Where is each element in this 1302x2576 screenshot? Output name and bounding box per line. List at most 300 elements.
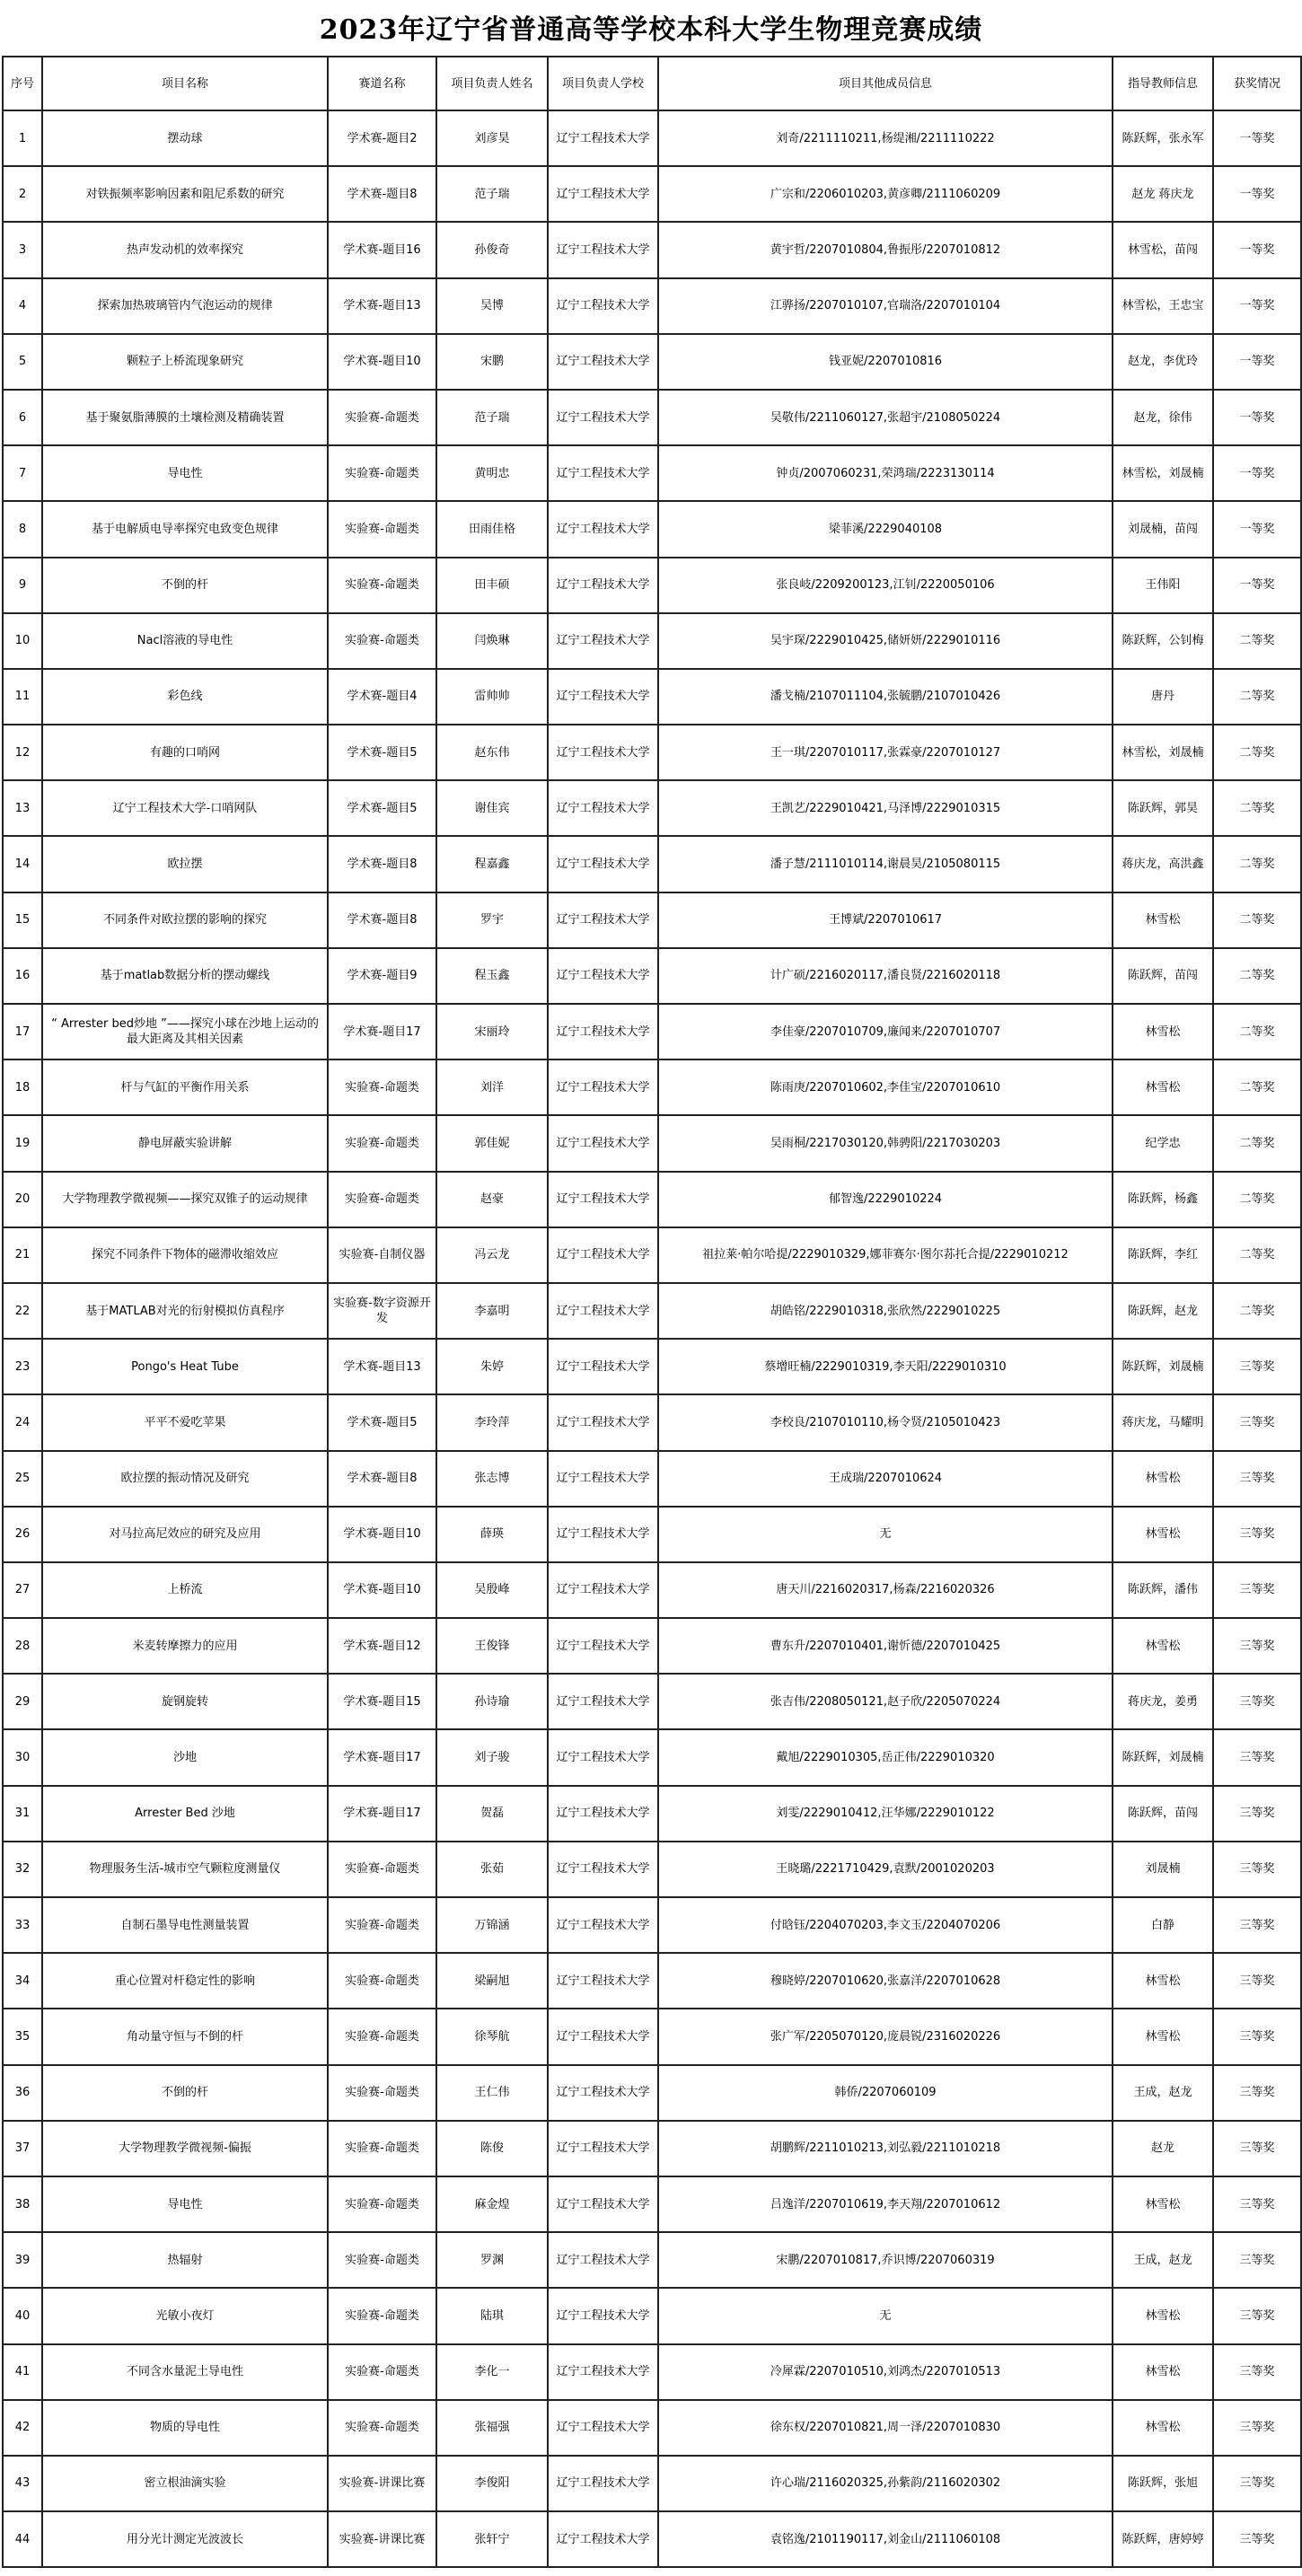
cell-award: 一等奖 (1213, 110, 1301, 166)
cell-no: 26 (3, 1507, 42, 1562)
cell-members: 戴旭/2229010305,岳正伟/2229010320 (658, 1729, 1113, 1785)
table-row (3, 1059, 1301, 1115)
cell-members: 王凯艺/2229010421,马泽博/2229010315 (658, 780, 1113, 836)
cell-leader: 范子瑞 (436, 390, 548, 445)
cell-members: 李佳豪/2207010709,廉闻来/2207010707 (658, 1004, 1113, 1059)
cell-track: 实验赛-命题类 (328, 1172, 436, 1227)
cell-award: 三等奖 (1213, 1339, 1301, 1394)
cell-school: 辽宁工程技术大学 (548, 2511, 658, 2567)
cell-project-name: 密立根油滴实验 (42, 2456, 328, 2511)
cell-no: 22 (3, 1283, 42, 1339)
cell-award: 三等奖 (1213, 2009, 1301, 2064)
cell-project-name: 基于MATLAB对光的衍射模拟仿真程序 (42, 1283, 328, 1339)
cell-members: 无 (658, 2288, 1113, 2343)
cell-members: 徐东权/2207010821,周一泽/2207010830 (658, 2400, 1113, 2456)
cell-track: 学术赛-题目8 (328, 892, 436, 948)
cell-school: 辽宁工程技术大学 (548, 1115, 658, 1171)
cell-no: 39 (3, 2232, 42, 2288)
cell-track: 学术赛-题目2 (328, 110, 436, 166)
cell-members: 陈雨庚/2207010602,李佳宝/2207010610 (658, 1059, 1113, 1115)
cell-track: 实验赛-讲课比赛 (328, 2511, 436, 2567)
cell-leader: 陆琪 (436, 2288, 548, 2343)
cell-leader: 刘洋 (436, 1059, 548, 1115)
cell-project-name: 基于matlab数据分析的摆动螺线 (42, 948, 328, 1004)
cell-track: 实验赛-命题类 (328, 613, 436, 669)
cell-members: 吴宇琛/2229010425,储妍妍/2229010116 (658, 613, 1113, 669)
cell-teacher: 陈跃辉，苗闯 (1113, 1786, 1213, 1842)
cell-leader: 田丰硕 (436, 558, 548, 613)
cell-members: 许心瑞/2116020325,孙紫韵/2116020302 (658, 2456, 1113, 2511)
cell-no: 7 (3, 445, 42, 501)
cell-track: 实验赛-命题类 (328, 1059, 436, 1115)
cell-project-name: 对马拉高尼效应的研究及应用 (42, 1507, 328, 1562)
cell-leader: 罗渊 (436, 2232, 548, 2288)
cell-project-name: 杆与气缸的平衡作用关系 (42, 1059, 328, 1115)
cell-no: 34 (3, 1953, 42, 2009)
cell-award: 三等奖 (1213, 2456, 1301, 2511)
cell-school: 辽宁工程技术大学 (548, 725, 658, 780)
cell-track: 学术赛-题目8 (328, 166, 436, 222)
cell-track: 实验赛-命题类 (328, 2288, 436, 2343)
cell-leader: 刘子骏 (436, 1729, 548, 1785)
cell-no: 17 (3, 1004, 42, 1059)
cell-teacher: 林雪松，王忠宝 (1113, 278, 1213, 334)
cell-no: 15 (3, 892, 42, 948)
table-row (3, 1227, 1301, 1283)
cell-teacher: 陈跃辉，李红 (1113, 1227, 1213, 1283)
cell-members: 韩侨/2207060109 (658, 2065, 1113, 2121)
cell-no: 10 (3, 613, 42, 669)
cell-project-name: 彩色线 (42, 669, 328, 725)
cell-teacher: 王成，赵龙 (1113, 2065, 1213, 2121)
cell-teacher: 蒋庆龙，姜勇 (1113, 1674, 1213, 1729)
cell-leader: 王俊锋 (436, 1618, 548, 1674)
cell-members: 李校良/2107010110,杨令贤/2105010423 (658, 1394, 1113, 1450)
table-row (3, 1283, 1301, 1339)
cell-no: 27 (3, 1562, 42, 1618)
cell-teacher: 林雪松 (1113, 2288, 1213, 2343)
cell-award: 一等奖 (1213, 166, 1301, 222)
cell-project-name: 欧拉摆的振动情况及研究 (42, 1451, 328, 1507)
cell-leader: 孙诗瑜 (436, 1674, 548, 1729)
cell-members: 王成瑞/2207010624 (658, 1451, 1113, 1507)
cell-school: 辽宁工程技术大学 (548, 334, 658, 390)
cell-members: 钟贞/2007060231,荣鸿瑞/2223130114 (658, 445, 1113, 501)
cell-leader: 吴博 (436, 278, 548, 334)
header-no: 序号 (3, 57, 42, 110)
cell-project-name: 物理服务生活-城市空气颗粒度测量仪 (42, 1842, 328, 1897)
cell-project-name: 用分光计测定光波波长 (42, 2511, 328, 2567)
cell-leader: 万锦涵 (436, 1897, 548, 1953)
table-row (3, 2511, 1301, 2567)
table-row (3, 110, 1301, 166)
table-row (3, 1953, 1301, 2009)
results-table (2, 56, 1302, 2568)
cell-project-name: Nacl溶液的导电性 (42, 613, 328, 669)
cell-no: 20 (3, 1172, 42, 1227)
cell-track: 学术赛-题目10 (328, 334, 436, 390)
cell-project-name: 欧拉摆 (42, 836, 328, 892)
cell-school: 辽宁工程技术大学 (548, 1394, 658, 1450)
cell-members: 王晓璐/2221710429,袁默/2001020203 (658, 1842, 1113, 1897)
cell-project-name: 不倒的杆 (42, 2065, 328, 2121)
cell-award: 三等奖 (1213, 1674, 1301, 1729)
table-row (3, 2232, 1301, 2288)
cell-teacher: 赵龙，徐伟 (1113, 390, 1213, 445)
cell-project-name: 导电性 (42, 445, 328, 501)
cell-award: 二等奖 (1213, 892, 1301, 948)
cell-leader: 宋鹏 (436, 334, 548, 390)
cell-award: 三等奖 (1213, 1507, 1301, 1562)
cell-school: 辽宁工程技术大学 (548, 1227, 658, 1283)
cell-leader: 冯云龙 (436, 1227, 548, 1283)
cell-leader: 罗宇 (436, 892, 548, 948)
cell-leader: 贺磊 (436, 1786, 548, 1842)
table-row (3, 1729, 1301, 1785)
cell-school: 辽宁工程技术大学 (548, 558, 658, 613)
cell-track: 学术赛-题目12 (328, 1618, 436, 1674)
cell-school: 辽宁工程技术大学 (548, 2456, 658, 2511)
cell-track: 学术赛-题目17 (328, 1729, 436, 1785)
table-row (3, 613, 1301, 669)
cell-members: 郁智逸/2229010224 (658, 1172, 1113, 1227)
cell-track: 实验赛-命题类 (328, 1953, 436, 2009)
cell-school: 辽宁工程技术大学 (548, 1953, 658, 2009)
cell-award: 三等奖 (1213, 2511, 1301, 2567)
cell-track: 学术赛-题目13 (328, 278, 436, 334)
cell-school: 辽宁工程技术大学 (548, 780, 658, 836)
cell-track: 学术赛-题目16 (328, 222, 436, 277)
cell-leader: 梁嗣旭 (436, 1953, 548, 2009)
cell-award: 二等奖 (1213, 1172, 1301, 1227)
cell-leader: 吴殷峰 (436, 1562, 548, 1618)
cell-project-name: Arrester Bed 沙地 (42, 1786, 328, 1842)
cell-leader: 赵豪 (436, 1172, 548, 1227)
cell-teacher: 王成，赵龙 (1113, 2232, 1213, 2288)
cell-members: 胡皓铭/2229010318,张欣然/2229010225 (658, 1283, 1113, 1339)
cell-project-name: 大学物理教学微视频-偏振 (42, 2121, 328, 2176)
cell-teacher: 林雪松 (1113, 892, 1213, 948)
cell-no: 16 (3, 948, 42, 1004)
cell-teacher: 陈跃辉，苗闯 (1113, 948, 1213, 1004)
cell-project-name: 物质的导电性 (42, 2400, 328, 2456)
table-row (3, 1562, 1301, 1618)
cell-award: 三等奖 (1213, 2232, 1301, 2288)
cell-no: 35 (3, 2009, 42, 2064)
table-row (3, 445, 1301, 501)
cell-members: 张良岐/2209200123,江钊/2220050106 (658, 558, 1113, 613)
cell-school: 辽宁工程技术大学 (548, 166, 658, 222)
cell-members: 张吉伟/2208050121,赵子欣/2205070224 (658, 1674, 1113, 1729)
cell-school: 辽宁工程技术大学 (548, 2009, 658, 2064)
cell-project-name: 热辐射 (42, 2232, 328, 2288)
cell-award: 三等奖 (1213, 1618, 1301, 1674)
page-title: 2023年辽宁省普通高等学校本科大学生物理竞赛成绩 (319, 14, 983, 46)
cell-award: 一等奖 (1213, 445, 1301, 501)
cell-project-name: Pongo's Heat Tube (42, 1339, 328, 1394)
cell-leader: 刘彦昊 (436, 110, 548, 166)
table-row (3, 892, 1301, 948)
cell-members: 吴敬伟/2211060127,张超宇/2108050224 (658, 390, 1113, 445)
cell-no: 28 (3, 1618, 42, 1674)
cell-award: 二等奖 (1213, 780, 1301, 836)
cell-award: 三等奖 (1213, 2288, 1301, 2343)
cell-teacher: 林雪松，刘晟楠 (1113, 445, 1213, 501)
cell-leader: 郭佳妮 (436, 1115, 548, 1171)
cell-members: 广宗和/2206010203,黄彦卿/2111060209 (658, 166, 1113, 222)
cell-award: 三等奖 (1213, 2400, 1301, 2456)
cell-school: 辽宁工程技术大学 (548, 1507, 658, 1562)
cell-members: 江骅扬/2207010107,官瑞洛/2207010104 (658, 278, 1113, 334)
cell-school: 辽宁工程技术大学 (548, 2288, 658, 2343)
cell-teacher: 林雪松 (1113, 1451, 1213, 1507)
cell-teacher: 林雪松，刘晟楠 (1113, 725, 1213, 780)
cell-project-name: 大学物理教学微视频——探究双锥子的运动规律 (42, 1172, 328, 1227)
cell-members: 梁菲溪/2229040108 (658, 501, 1113, 557)
cell-leader: 李玲萍 (436, 1394, 548, 1450)
table-row (3, 1451, 1301, 1507)
cell-no: 44 (3, 2511, 42, 2567)
cell-leader: 谢佳宾 (436, 780, 548, 836)
cell-school: 辽宁工程技术大学 (548, 1674, 658, 1729)
cell-no: 25 (3, 1451, 42, 1507)
cell-project-name: 米麦转摩擦力的应用 (42, 1618, 328, 1674)
cell-leader: 薛瑛 (436, 1507, 548, 1562)
cell-school: 辽宁工程技术大学 (548, 1897, 658, 1953)
cell-school: 辽宁工程技术大学 (548, 836, 658, 892)
header-track: 赛道名称 (328, 57, 436, 110)
cell-members: 潘戈楠/2107011104,张毓鹏/2107010426 (658, 669, 1113, 725)
table-row (3, 501, 1301, 557)
cell-members: 付晗钰/2204070203,李文玉/2204070206 (658, 1897, 1113, 1953)
cell-track: 学术赛-题目8 (328, 836, 436, 892)
cell-members: 祖拉莱·帕尔哈提/2229010329,娜菲赛尔·图尔荪托合提/2229010212 (658, 1227, 1113, 1283)
cell-project-name: 不倒的杆 (42, 558, 328, 613)
table-row (3, 2065, 1301, 2121)
cell-school: 辽宁工程技术大学 (548, 2232, 658, 2288)
cell-leader: 田雨佳格 (436, 501, 548, 557)
cell-members: 吕逸洋/2207010619,李天翔/2207010612 (658, 2176, 1113, 2232)
cell-project-name: 热声发动机的效率探究 (42, 222, 328, 277)
cell-project-name: 导电性 (42, 2176, 328, 2232)
cell-leader: 陈俊 (436, 2121, 548, 2176)
cell-track: 学术赛-题目8 (328, 1451, 436, 1507)
cell-no: 5 (3, 334, 42, 390)
cell-no: 30 (3, 1729, 42, 1785)
cell-project-name: 有趣的口哨网 (42, 725, 328, 780)
cell-project-name: 探究不同条件下物体的磁滞收缩效应 (42, 1227, 328, 1283)
cell-school: 辽宁工程技术大学 (548, 669, 658, 725)
cell-project-name: 角动量守恒与不倒的杆 (42, 2009, 328, 2064)
cell-teacher: 蒋庆龙，马耀明 (1113, 1394, 1213, 1450)
cell-no: 3 (3, 222, 42, 277)
cell-teacher: 刘晟楠 (1113, 1842, 1213, 1897)
cell-school: 辽宁工程技术大学 (548, 1618, 658, 1674)
cell-leader: 王仁伟 (436, 2065, 548, 2121)
cell-track: 实验赛-命题类 (328, 1842, 436, 1897)
cell-award: 三等奖 (1213, 1394, 1301, 1450)
cell-leader: 李嘉明 (436, 1283, 548, 1339)
cell-track: 实验赛-命题类 (328, 2121, 436, 2176)
cell-teacher: 林雪松 (1113, 1953, 1213, 2009)
cell-award: 三等奖 (1213, 1842, 1301, 1897)
cell-leader: 徐琴航 (436, 2009, 548, 2064)
cell-no: 32 (3, 1842, 42, 1897)
cell-leader: 张福强 (436, 2400, 548, 2456)
cell-award: 一等奖 (1213, 390, 1301, 445)
cell-project-name: 对铁振频率影响因素和阻尼系数的研究 (42, 166, 328, 222)
cell-award: 三等奖 (1213, 1562, 1301, 1618)
table-row (3, 390, 1301, 445)
cell-award: 一等奖 (1213, 558, 1301, 613)
cell-track: 学术赛-题目10 (328, 1507, 436, 1562)
cell-no: 2 (3, 166, 42, 222)
cell-no: 29 (3, 1674, 42, 1729)
cell-track: 学术赛-题目5 (328, 780, 436, 836)
table-row (3, 669, 1301, 725)
cell-project-name: 上桥流 (42, 1562, 328, 1618)
cell-members: 穆晓婷/2207010620,张嘉洋/2207010628 (658, 1953, 1113, 2009)
cell-leader: 李俊阳 (436, 2456, 548, 2511)
cell-teacher: 林雪松 (1113, 2176, 1213, 2232)
cell-school: 辽宁工程技术大学 (548, 2121, 658, 2176)
table-row (3, 1339, 1301, 1394)
cell-members: 刘奇/2211110211,杨缇湘/2211110222 (658, 110, 1113, 166)
cell-leader: 雷帅帅 (436, 669, 548, 725)
cell-teacher: 陈跃辉，杨鑫 (1113, 1172, 1213, 1227)
cell-project-name: 探索加热玻璃管内气泡运动的规律 (42, 278, 328, 334)
table-row (3, 166, 1301, 222)
cell-school: 辽宁工程技术大学 (548, 445, 658, 501)
cell-teacher: 林雪松 (1113, 2009, 1213, 2064)
table-row (3, 2400, 1301, 2456)
cell-project-name: 基于聚氨脂薄膜的土壤检测及精确装置 (42, 390, 328, 445)
cell-project-name: 辽宁工程技术大学-口哨网队 (42, 780, 328, 836)
header-teacher: 指导教师信息 (1113, 57, 1213, 110)
cell-no: 37 (3, 2121, 42, 2176)
cell-members: 刘雯/2229010412,汪华娜/2229010122 (658, 1786, 1113, 1842)
cell-track: 实验赛-命题类 (328, 2065, 436, 2121)
cell-teacher: 蒋庆龙，高洪鑫 (1113, 836, 1213, 892)
header-school: 项目负责人学校 (548, 57, 658, 110)
table-row (3, 278, 1301, 334)
cell-project-name: 重心位置对杆稳定性的影响 (42, 1953, 328, 2009)
cell-project-name: 基于电解质电导率探究电致变色规律 (42, 501, 328, 557)
cell-project-name: 平平不爱吃苹果 (42, 1394, 328, 1450)
cell-track: 实验赛-命题类 (328, 558, 436, 613)
cell-track: 实验赛-命题类 (328, 501, 436, 557)
table-row (3, 1674, 1301, 1729)
cell-teacher: 林雪松 (1113, 1618, 1213, 1674)
cell-members: 胡鹏辉/2211010213,刘弘毅/2211010218 (658, 2121, 1113, 2176)
cell-teacher: 林雪松 (1113, 2344, 1213, 2400)
cell-teacher: 林雪松 (1113, 1004, 1213, 1059)
cell-members: 潘子慧/2111010114,谢晨昊/2105080115 (658, 836, 1113, 892)
cell-teacher: 纪学忠 (1113, 1115, 1213, 1171)
table-row (3, 2176, 1301, 2232)
header-award: 获奖情况 (1213, 57, 1301, 110)
cell-leader: 赵东伟 (436, 725, 548, 780)
cell-members: 蔡增旺楠/2229010319,李天阳/2229010310 (658, 1339, 1113, 1394)
cell-track: 实验赛-命题类 (328, 2176, 436, 2232)
cell-no: 13 (3, 780, 42, 836)
table-row (3, 222, 1301, 277)
cell-leader: 张茹 (436, 1842, 548, 1897)
cell-leader: 闫焕琳 (436, 613, 548, 669)
cell-teacher: 刘晟楠，苗闯 (1113, 501, 1213, 557)
cell-no: 31 (3, 1786, 42, 1842)
cell-track: 学术赛-题目15 (328, 1674, 436, 1729)
cell-teacher: 林雪松 (1113, 1059, 1213, 1115)
cell-school: 辽宁工程技术大学 (548, 2176, 658, 2232)
cell-teacher: 林雪松 (1113, 2400, 1213, 2456)
cell-no: 38 (3, 2176, 42, 2232)
cell-award: 三等奖 (1213, 2344, 1301, 2400)
table-body (3, 110, 1301, 2567)
cell-leader: 孙俊奇 (436, 222, 548, 277)
cell-award: 三等奖 (1213, 1786, 1301, 1842)
cell-award: 二等奖 (1213, 1059, 1301, 1115)
cell-members: 宋鹏/2207010817,乔识博/2207060319 (658, 2232, 1113, 2288)
table-row (3, 725, 1301, 780)
cell-no: 4 (3, 278, 42, 334)
table-row (3, 780, 1301, 836)
cell-school: 辽宁工程技术大学 (548, 2065, 658, 2121)
cell-track: 学术赛-题目13 (328, 1339, 436, 1394)
cell-no: 33 (3, 1897, 42, 1953)
cell-teacher: 陈跃辉，公钊梅 (1113, 613, 1213, 669)
cell-track: 实验赛-自制仪器 (328, 1227, 436, 1283)
cell-award: 二等奖 (1213, 669, 1301, 725)
cell-track: 实验赛-命题类 (328, 1115, 436, 1171)
cell-project-name: 静电屏蔽实验讲解 (42, 1115, 328, 1171)
cell-award: 一等奖 (1213, 222, 1301, 277)
cell-no: 18 (3, 1059, 42, 1115)
table-row (3, 1507, 1301, 1562)
cell-teacher: 陈跃辉，刘晟楠 (1113, 1729, 1213, 1785)
cell-members: 无 (658, 1507, 1113, 1562)
cell-award: 一等奖 (1213, 334, 1301, 390)
cell-track: 实验赛-命题类 (328, 445, 436, 501)
cell-school: 辽宁工程技术大学 (548, 1451, 658, 1507)
cell-members: 钱亚妮/2207010816 (658, 334, 1113, 390)
cell-teacher: 赵龙 蒋庆龙 (1113, 166, 1213, 222)
cell-award: 三等奖 (1213, 1897, 1301, 1953)
cell-award: 二等奖 (1213, 1115, 1301, 1171)
cell-teacher: 陈跃辉，赵龙 (1113, 1283, 1213, 1339)
cell-school: 辽宁工程技术大学 (548, 1842, 658, 1897)
cell-members: 王一琪/2207010117,张霖豪/2207010127 (658, 725, 1113, 780)
cell-award: 三等奖 (1213, 1729, 1301, 1785)
cell-project-name: 自制石墨导电性测量装置 (42, 1897, 328, 1953)
header-project-name: 项目名称 (42, 57, 328, 110)
cell-award: 三等奖 (1213, 2065, 1301, 2121)
cell-no: 42 (3, 2400, 42, 2456)
cell-teacher: 赵龙，李优玲 (1113, 334, 1213, 390)
cell-school: 辽宁工程技术大学 (548, 1786, 658, 1842)
header-leader: 项目负责人姓名 (436, 57, 548, 110)
cell-school: 辽宁工程技术大学 (548, 1729, 658, 1785)
cell-no: 43 (3, 2456, 42, 2511)
cell-no: 24 (3, 1394, 42, 1450)
cell-no: 12 (3, 725, 42, 780)
cell-track: 实验赛-命题类 (328, 2344, 436, 2400)
table-row (3, 1897, 1301, 1953)
cell-leader: 程玉鑫 (436, 948, 548, 1004)
cell-members: 袁铭逸/2101190117,刘金山/2111060108 (658, 2511, 1113, 2567)
cell-track: 实验赛-命题类 (328, 2009, 436, 2064)
cell-members: 吴雨桐/2217030120,韩骋阳/2217030203 (658, 1115, 1113, 1171)
